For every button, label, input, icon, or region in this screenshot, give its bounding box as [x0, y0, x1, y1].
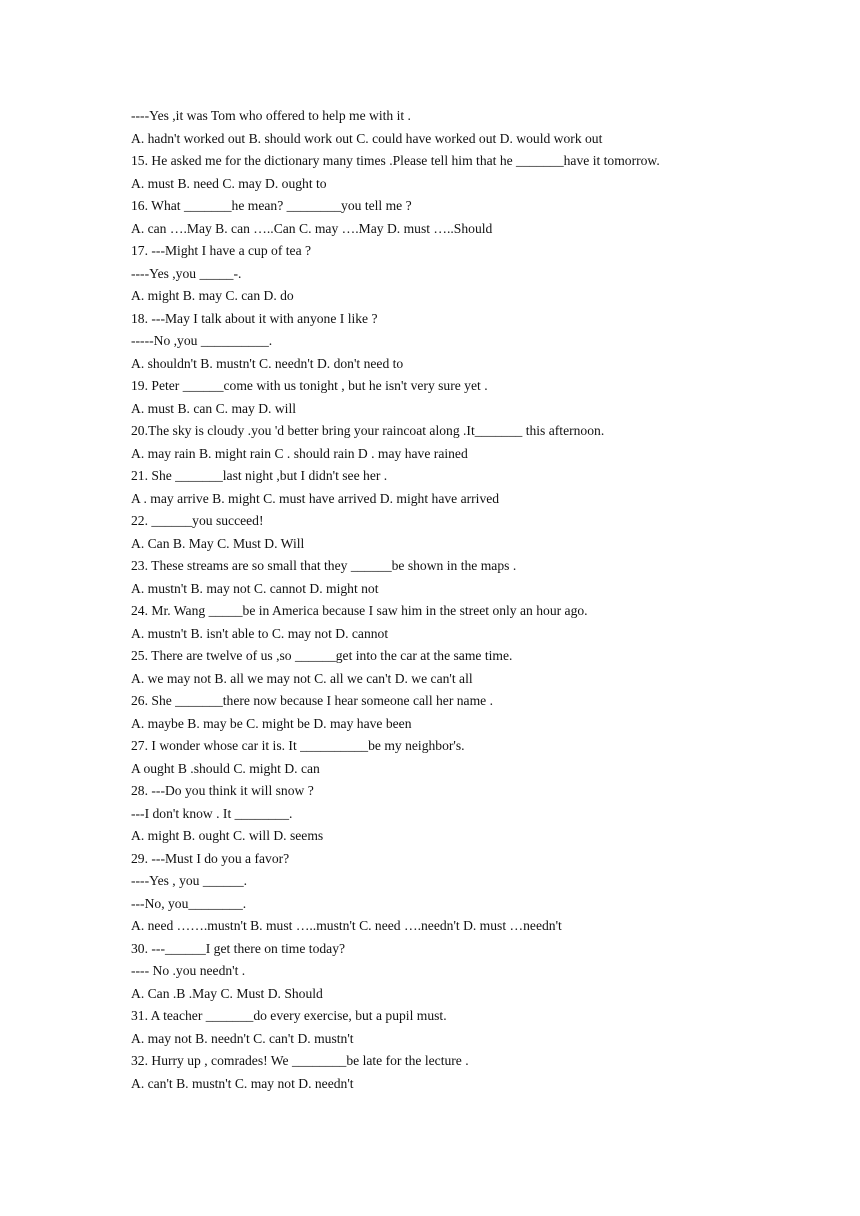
text-line: ----Yes ,you _____-.: [131, 265, 242, 281]
text-line: A. we may not B. all we may not C. all we can't D. we can't all: [131, 670, 473, 686]
text-line: A ought B .should C. might D. can: [131, 760, 320, 776]
text-line: A. might B. may C. can D. do: [131, 288, 294, 303]
text-line: 28. ---Do you think it will snow ?: [131, 783, 314, 798]
text-line: 15. He asked me for the dictionary many times .Please tell him that he _______have it tomorrow.: [131, 153, 660, 168]
text-line: A. need …….mustn't B. must …..mustn't C. need ….needn't D. must …needn't: [131, 918, 562, 933]
text-line: 24. Mr. Wang _____be in America because I saw him in the street only an hour ago.: [131, 603, 588, 618]
text-line: A. mustn't B. isn't able to C. may not D. cannot: [131, 625, 389, 641]
text-line: 31. A teacher _______do every exercise, but a pupil must.: [131, 1008, 447, 1023]
exercise-text: [131, 105, 811, 1095]
text-line: 18. ---May I talk about it with anyone I like ?: [131, 310, 378, 326]
text-line: ---- No .you needn't .: [131, 963, 246, 978]
text-line: 22. ______you succeed!: [131, 513, 264, 528]
text-line: ----Yes ,it was Tom who offered to help me with it .: [131, 108, 411, 123]
text-line: 23. These streams are so small that they ______be shown in the maps .: [131, 558, 517, 573]
text-line: 16. What _______he mean? ________you tell me ?: [131, 198, 412, 213]
text-line: ---No, you________.: [131, 895, 247, 911]
text-line: 20.The sky is cloudy .you 'd better bring your raincoat along .It_______ this afternoon.: [131, 423, 605, 438]
text-line: A. may not B. needn't C. can't D. mustn't: [131, 1030, 354, 1046]
text-line: 32. Hurry up , comrades! We ________be late for the lecture .: [131, 1053, 469, 1068]
text-line: 27. I wonder whose car it is. It __________be my neighbor's.: [131, 738, 465, 753]
text-line: 19. Peter ______come with us tonight , but he isn't very sure yet .: [131, 378, 488, 393]
text-line: A. might B. ought C. will D. seems: [131, 828, 324, 843]
text-line: A. Can B. May C. Must D. Will: [131, 535, 305, 551]
text-line: 30. ---______I get there on time today?: [131, 940, 346, 956]
text-line: 21. She _______last night ,but I didn't see her .: [131, 468, 388, 483]
text-line: A. can ….May B. can …..Can C. may ….May D. must …..Should: [131, 220, 493, 236]
text-line: 26. She _______there now because I hear someone call her name .: [131, 693, 493, 708]
text-line: ----Yes , you ______.: [131, 873, 248, 888]
text-line: A. mustn't B. may not C. cannot D. might not: [131, 580, 379, 596]
text-line: ---I don't know . It ________.: [131, 805, 293, 821]
text-line: -----No ,you __________.: [131, 333, 273, 348]
text-line: A. shouldn't B. mustn't C. needn't D. don't need to: [131, 355, 404, 371]
text-line: A. can't B. mustn't C. may not D. needn't: [131, 1075, 354, 1091]
text-line: A. must B. can C. may D. will: [131, 400, 297, 416]
text-line: A. may rain B. might rain C . should rain D . may have rained: [131, 445, 468, 461]
text-line: A. maybe B. may be C. might be D. may have been: [131, 715, 412, 731]
text-line: A . may arrive B. might C. must have arrived D. might have arrived: [131, 490, 500, 506]
text-line: A. Can .B .May C. Must D. Should: [131, 985, 323, 1001]
text-line: 17. ---Might I have a cup of tea ?: [131, 243, 312, 258]
text-line: A. hadn't worked out B. should work out C. could have worked out D. would work out: [131, 130, 603, 146]
text-line: 29. ---Must I do you a favor?: [131, 850, 290, 866]
text-line: 25. There are twelve of us ,so ______get into the car at the same time.: [131, 648, 513, 663]
text-line: A. must B. need C. may D. ought to: [131, 175, 327, 191]
